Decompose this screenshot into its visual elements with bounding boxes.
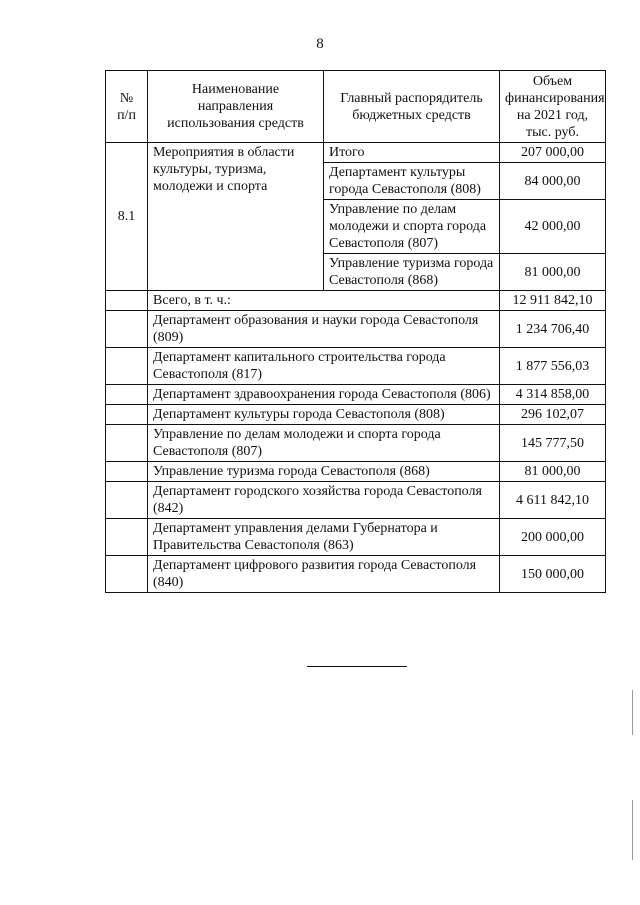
- table-row: [106, 462, 606, 482]
- scan-margin-mark: [632, 800, 633, 860]
- total-value: 12 911 842,10: [500, 291, 606, 311]
- breakdown-value: 296 102,07: [500, 405, 606, 425]
- section-name: Мероприятия в области культуры, туризма, молодежи и спорта: [148, 143, 324, 291]
- total-label: Всего, в т. ч.:: [148, 291, 500, 311]
- breakdown-label: Департамент здравоохранения города Севастополя (806): [148, 385, 500, 405]
- breakdown-value: 145 777,50: [500, 425, 606, 462]
- table-row: [106, 143, 606, 163]
- empty-cell: [106, 291, 148, 311]
- empty-cell: [106, 482, 148, 519]
- section-value: 81 000,00: [500, 254, 606, 291]
- breakdown-value: 1 877 556,03: [500, 348, 606, 385]
- table-row: [106, 405, 606, 425]
- header-name: Наименование направления использования средств: [148, 71, 324, 143]
- section-num: 8.1: [106, 143, 148, 291]
- end-rule: [307, 666, 407, 667]
- empty-cell: [106, 405, 148, 425]
- header-manager: Главный распорядитель бюджетных средств: [324, 71, 500, 143]
- section-value: 207 000,00: [500, 143, 606, 163]
- breakdown-value: 4 314 858,00: [500, 385, 606, 405]
- empty-cell: [106, 385, 148, 405]
- breakdown-label: Управление туризма города Севастополя (868): [148, 462, 500, 482]
- breakdown-value: 4 611 842,10: [500, 482, 606, 519]
- breakdown-label: Департамент управления делами Губернатора и Правительства Севастополя (863): [148, 519, 500, 556]
- table-row: [106, 482, 606, 519]
- breakdown-value: 81 000,00: [500, 462, 606, 482]
- empty-cell: [106, 556, 148, 593]
- breakdown-label: Департамент капитального строительства города Севастополя (817): [148, 348, 500, 385]
- table-row: [106, 425, 606, 462]
- table-row: [106, 519, 606, 556]
- table-row: [106, 311, 606, 348]
- section-manager: Управление по делам молодежи и спорта города Севастополя (807): [324, 200, 500, 254]
- breakdown-label: Департамент цифрового развития города Севастополя (840): [148, 556, 500, 593]
- scan-margin-mark: [632, 690, 633, 735]
- page-number: 8: [316, 36, 324, 52]
- section-manager: Департамент культуры города Севастополя (808): [324, 163, 500, 200]
- financing-table: [105, 70, 606, 593]
- breakdown-label: Департамент культуры города Севастополя (808): [148, 405, 500, 425]
- section-manager: Итого: [324, 143, 500, 163]
- empty-cell: [106, 425, 148, 462]
- table-row: [106, 556, 606, 593]
- table-row: [106, 385, 606, 405]
- section-manager: Управление туризма города Севастополя (868): [324, 254, 500, 291]
- breakdown-label: Департамент городского хозяйства города Севастополя (842): [148, 482, 500, 519]
- empty-cell: [106, 462, 148, 482]
- header-num: № п/п: [106, 71, 148, 143]
- breakdown-label: Департамент образования и науки города Севастополя (809): [148, 311, 500, 348]
- breakdown-value: 150 000,00: [500, 556, 606, 593]
- breakdown-value: 1 234 706,40: [500, 311, 606, 348]
- table-header-row: [106, 71, 606, 143]
- breakdown-label: Управление по делам молодежи и спорта города Севастополя (807): [148, 425, 500, 462]
- section-value: 84 000,00: [500, 163, 606, 200]
- table-row: [106, 348, 606, 385]
- breakdown-value: 200 000,00: [500, 519, 606, 556]
- empty-cell: [106, 519, 148, 556]
- section-value: 42 000,00: [500, 200, 606, 254]
- empty-cell: [106, 348, 148, 385]
- empty-cell: [106, 311, 148, 348]
- header-volume: Объем финансирования на 2021 год, тыс. руб.: [500, 71, 606, 143]
- total-row: [106, 291, 606, 311]
